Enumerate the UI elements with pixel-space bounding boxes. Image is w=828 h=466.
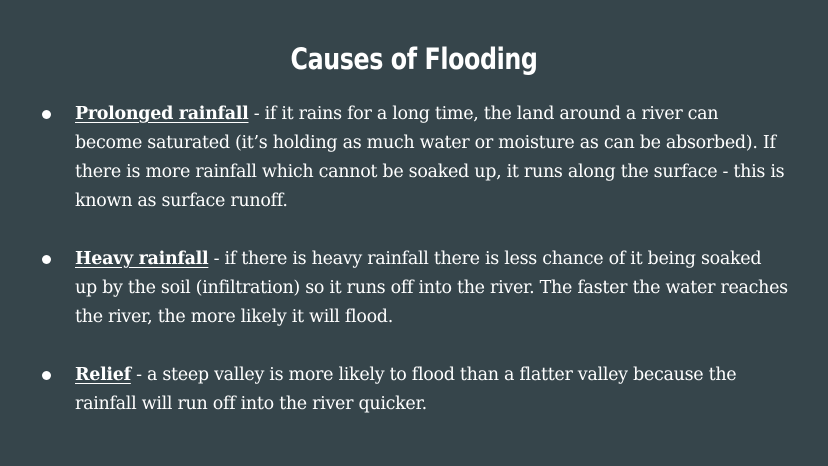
bullet-list [0, 100, 828, 448]
bullet-term: Prolonged rainfall [75, 104, 249, 124]
bullet-text: - if it rains for a long time, the land around a river can become saturated (it’s holding as much water or moisture as can be absorbed). If there is more rainfall which cannot be soaked up, it runs along the surface - this is known as surface runoff. [75, 104, 785, 211]
bullet-text: - a steep valley is more likely to flood than a flatter valley because the rainfall will run off into the river quicker. [75, 365, 737, 414]
bullet-item [0, 100, 828, 216]
bullet-term: Relief [75, 365, 131, 385]
bullet-text: - if there is heavy rainfall there is less chance of it being soaked up by the soil (infiltration) so it runs off into the river. The faster the water reaches the river, the more likely it will flood. [75, 249, 788, 327]
bullet-item [0, 245, 828, 332]
slide-title: Causes of Flooding [290, 42, 538, 76]
bullet-item [0, 361, 828, 419]
bullet-dot-icon [42, 371, 51, 380]
bullet-dot-icon [42, 255, 51, 264]
bullet-term: Heavy rainfall [75, 249, 209, 269]
bullet-dot-icon [42, 110, 51, 119]
